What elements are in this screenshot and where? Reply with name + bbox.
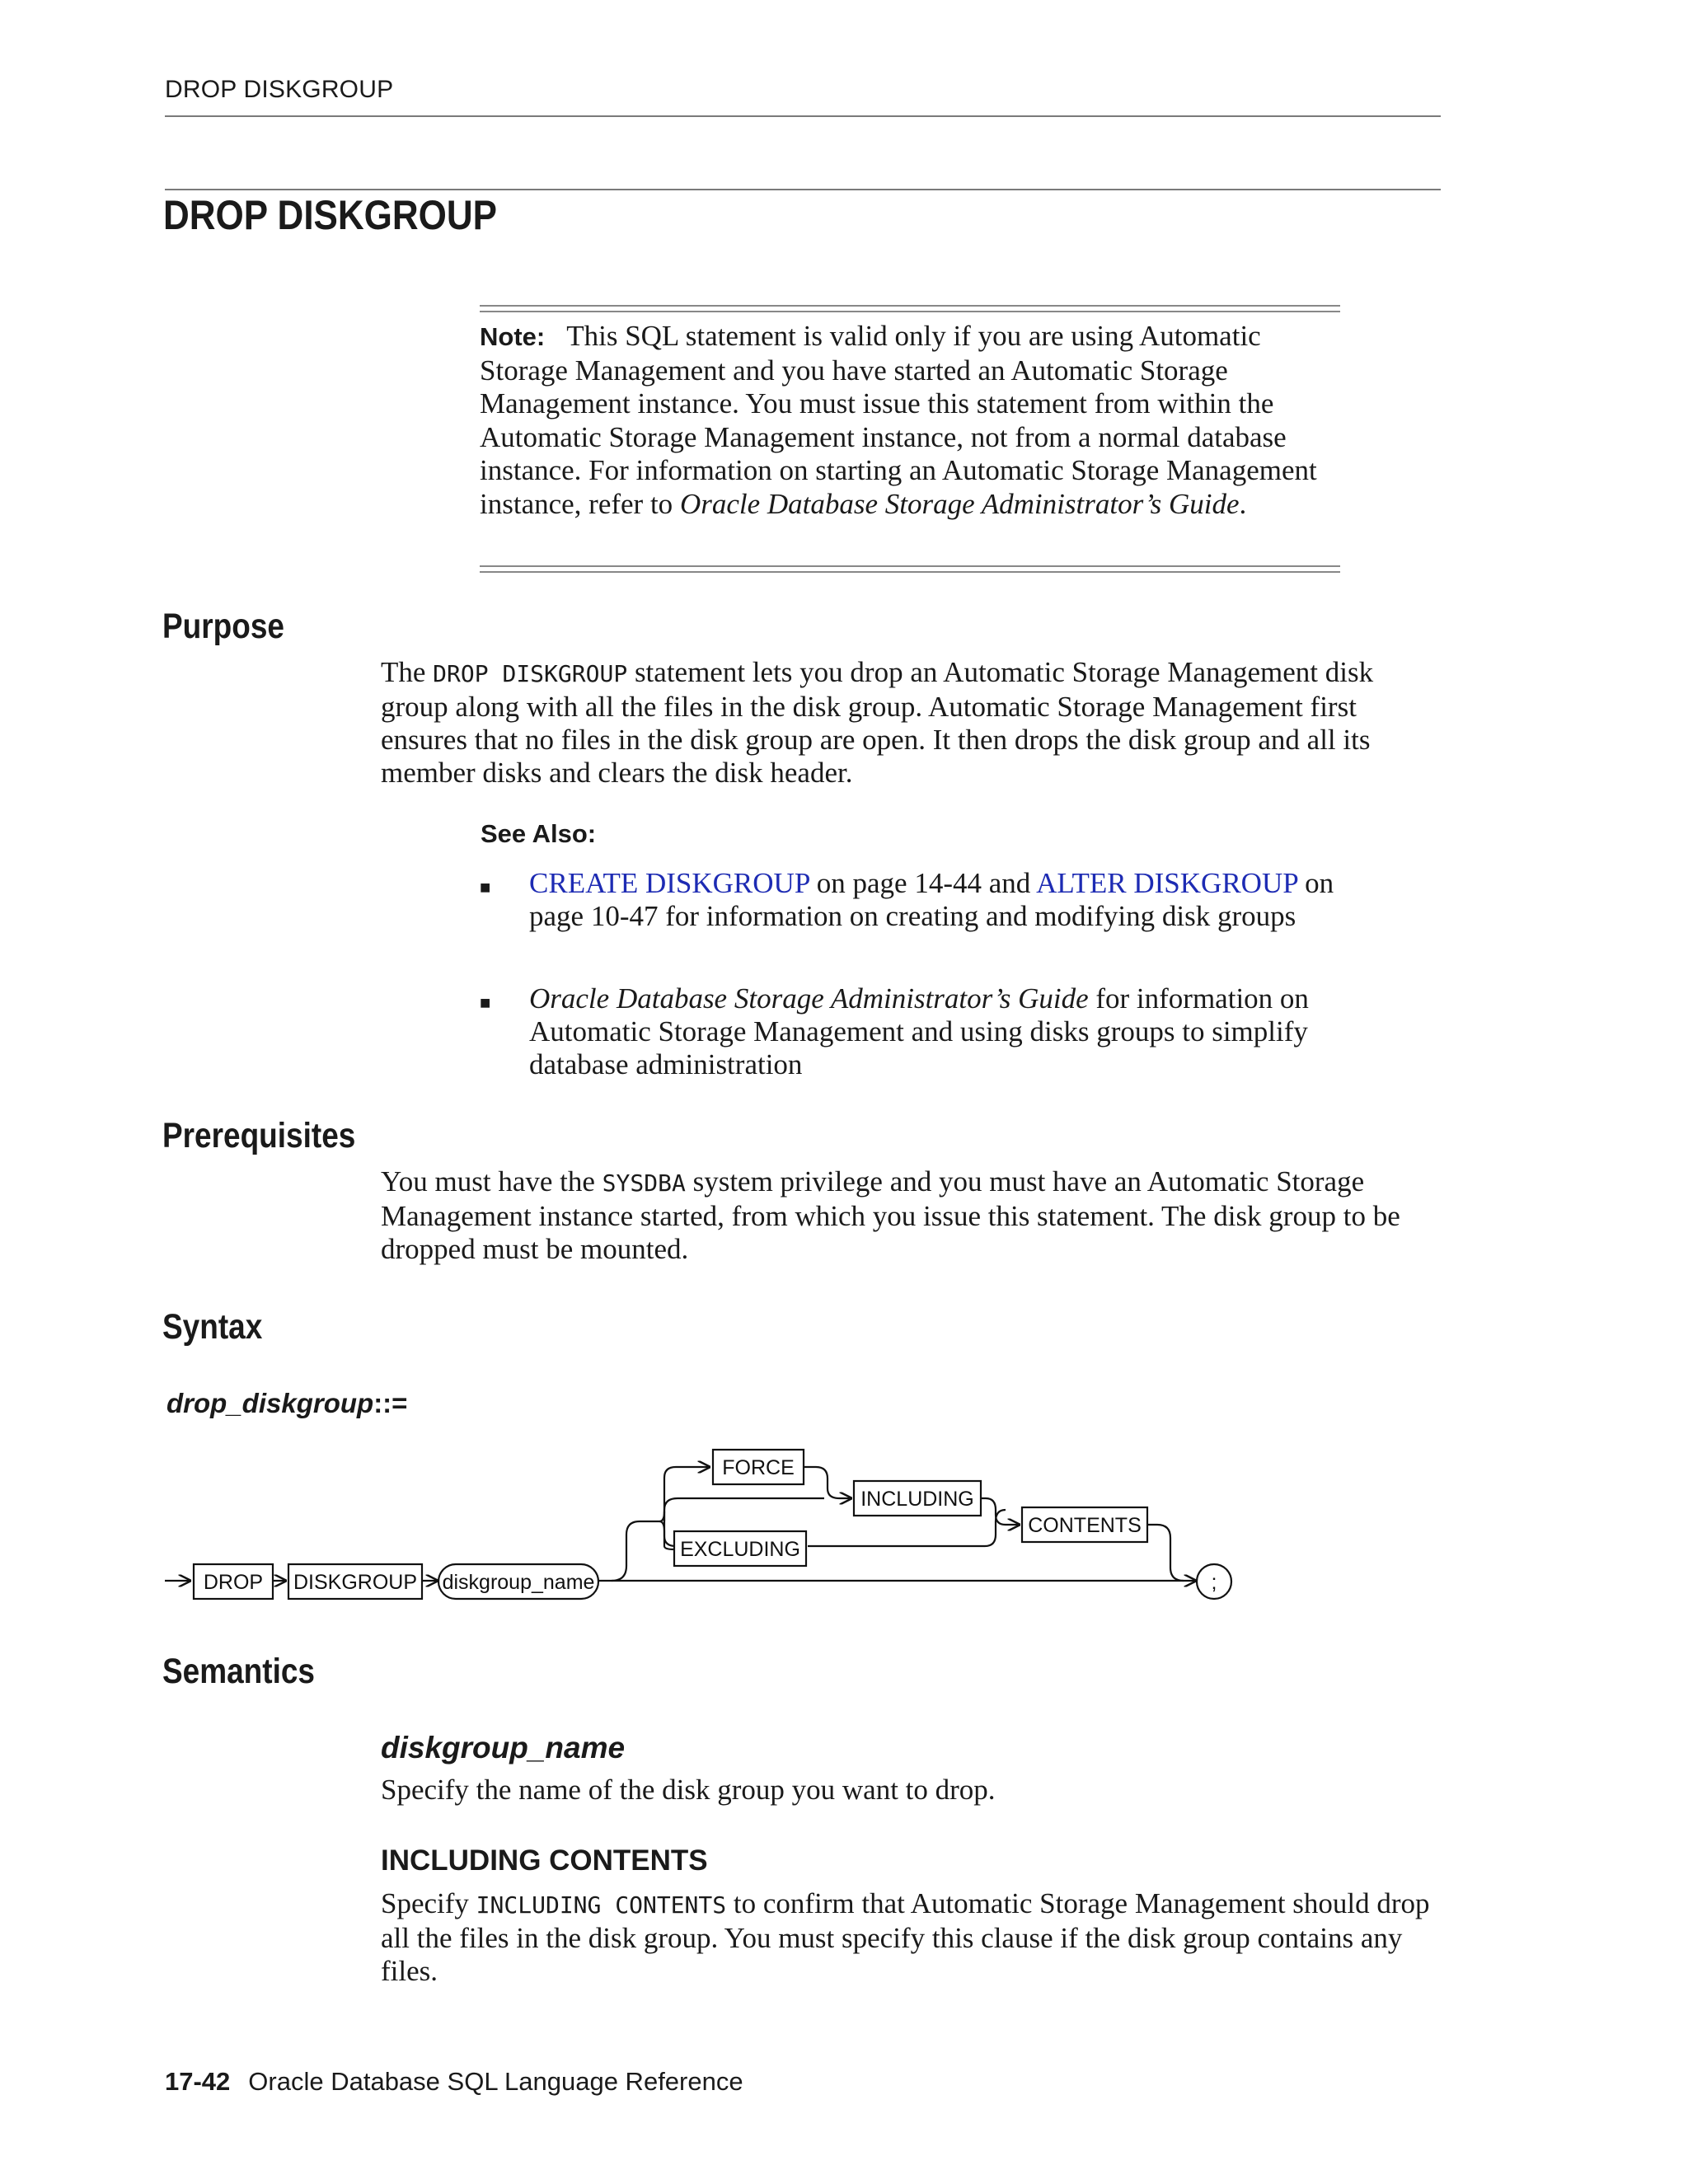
see-also-label: See Also: — [481, 819, 597, 848]
see-also-item-1: CREATE DISKGROUP on page 14-44 and ALTER DISKGROUP on page 10-47 for information on creating and modifying disk groups — [529, 867, 1334, 932]
bullet-icon: ■ — [480, 877, 491, 898]
prerequisites-text: You must have the SYSDBA system privilege and you must have an Automatic Storage Management instance started, from which you issue this statement. The disk group to be dropped must be mounted. — [381, 1165, 1400, 1265]
note: Note: This SQL statement is valid only if you are using Automatic Storage Management and you have started an Automatic Storage Management instance. You must issue this statement from within the Automatic Storage Management instance, not from a normal database instance. For information on starting an Automatic Storage Management instance, refer to Oracle Database Storage Administrator’s Guide. — [480, 320, 1317, 520]
diagram-keyword-diskgroup: DISKGROUP — [293, 1571, 418, 1594]
running-header: DROP DISKGROUP — [165, 76, 394, 103]
book-name: Oracle Database SQL Language Reference — [248, 2067, 743, 2096]
code-drop-diskgroup: DROP DISKGROUP — [433, 660, 628, 687]
including-contents-heading: INCLUDING CONTENTS — [381, 1844, 708, 1877]
page-footer — [165, 2067, 743, 2097]
diagram-keyword-excluding: EXCLUDING — [680, 1538, 800, 1561]
code-including-contents: INCLUDING CONTENTS — [476, 1891, 727, 1919]
note-text: This SQL statement is valid only if you are using Automatic Storage Management and you have started an Automatic Storage Management instance. You must issue this statement from within the Automatic Storage Management instance, not from a normal database instance. For information on starting an Automatic Storage Management instance, refer to — [480, 320, 1317, 520]
syntax-heading: Syntax — [162, 1307, 263, 1347]
code-sysdba: SYSDBA — [602, 1169, 686, 1197]
diagram-keyword-force: FORCE — [722, 1456, 795, 1479]
page-title: DROP DISKGROUP — [163, 192, 498, 238]
note-label: Note: — [480, 322, 546, 351]
diskgroup-name-heading: diskgroup_name — [381, 1731, 626, 1765]
including-contents-text: Specify INCLUDING CONTENTS to confirm that Automatic Storage Management should drop all the files in the disk group. You must specify this clause if the disk group contains any files. — [381, 1887, 1430, 1987]
prerequisites-heading: Prerequisites — [162, 1116, 356, 1155]
purpose-text: The DROP DISKGROUP statement lets you drop an Automatic Storage Management disk group along with all the files in the disk group. Automatic Storage Management first ensures that no files in the disk group are open. It then drops the disk group and all its member disks and clears the disk header. — [381, 656, 1374, 789]
purpose-heading: Purpose — [162, 607, 284, 646]
diskgroup-name-text: Specify the name of the disk group you want to drop. — [381, 1774, 996, 1806]
diagram-keyword-contents: CONTENTS — [1028, 1514, 1142, 1537]
diagram-keyword-including: INCLUDING — [860, 1488, 974, 1511]
page-number: 17-42 — [165, 2067, 231, 2096]
link-alter-diskgroup[interactable]: ALTER DISKGROUP — [1036, 867, 1298, 899]
syntax-rule-name: drop_diskgroup::= — [166, 1388, 408, 1418]
bullet-icon: ■ — [480, 992, 491, 1013]
link-create-diskgroup[interactable]: CREATE DISKGROUP — [529, 867, 809, 899]
diagram-param-diskgroup-name: diskgroup_name — [442, 1571, 595, 1594]
diagram-keyword-drop: DROP — [203, 1571, 264, 1594]
book-title: Oracle Database Storage Administrator’s Guide — [529, 982, 1089, 1015]
diagram-terminator: ; — [1211, 1571, 1217, 1594]
see-also-item-2: Oracle Database Storage Administrator’s Guide for information on Automatic Storage Management and using disks groups to simplify database administration — [529, 982, 1309, 1080]
note-book-title: Oracle Database Storage Administrator’s Guide — [679, 487, 1240, 520]
semantics-heading: Semantics — [162, 1652, 315, 1691]
